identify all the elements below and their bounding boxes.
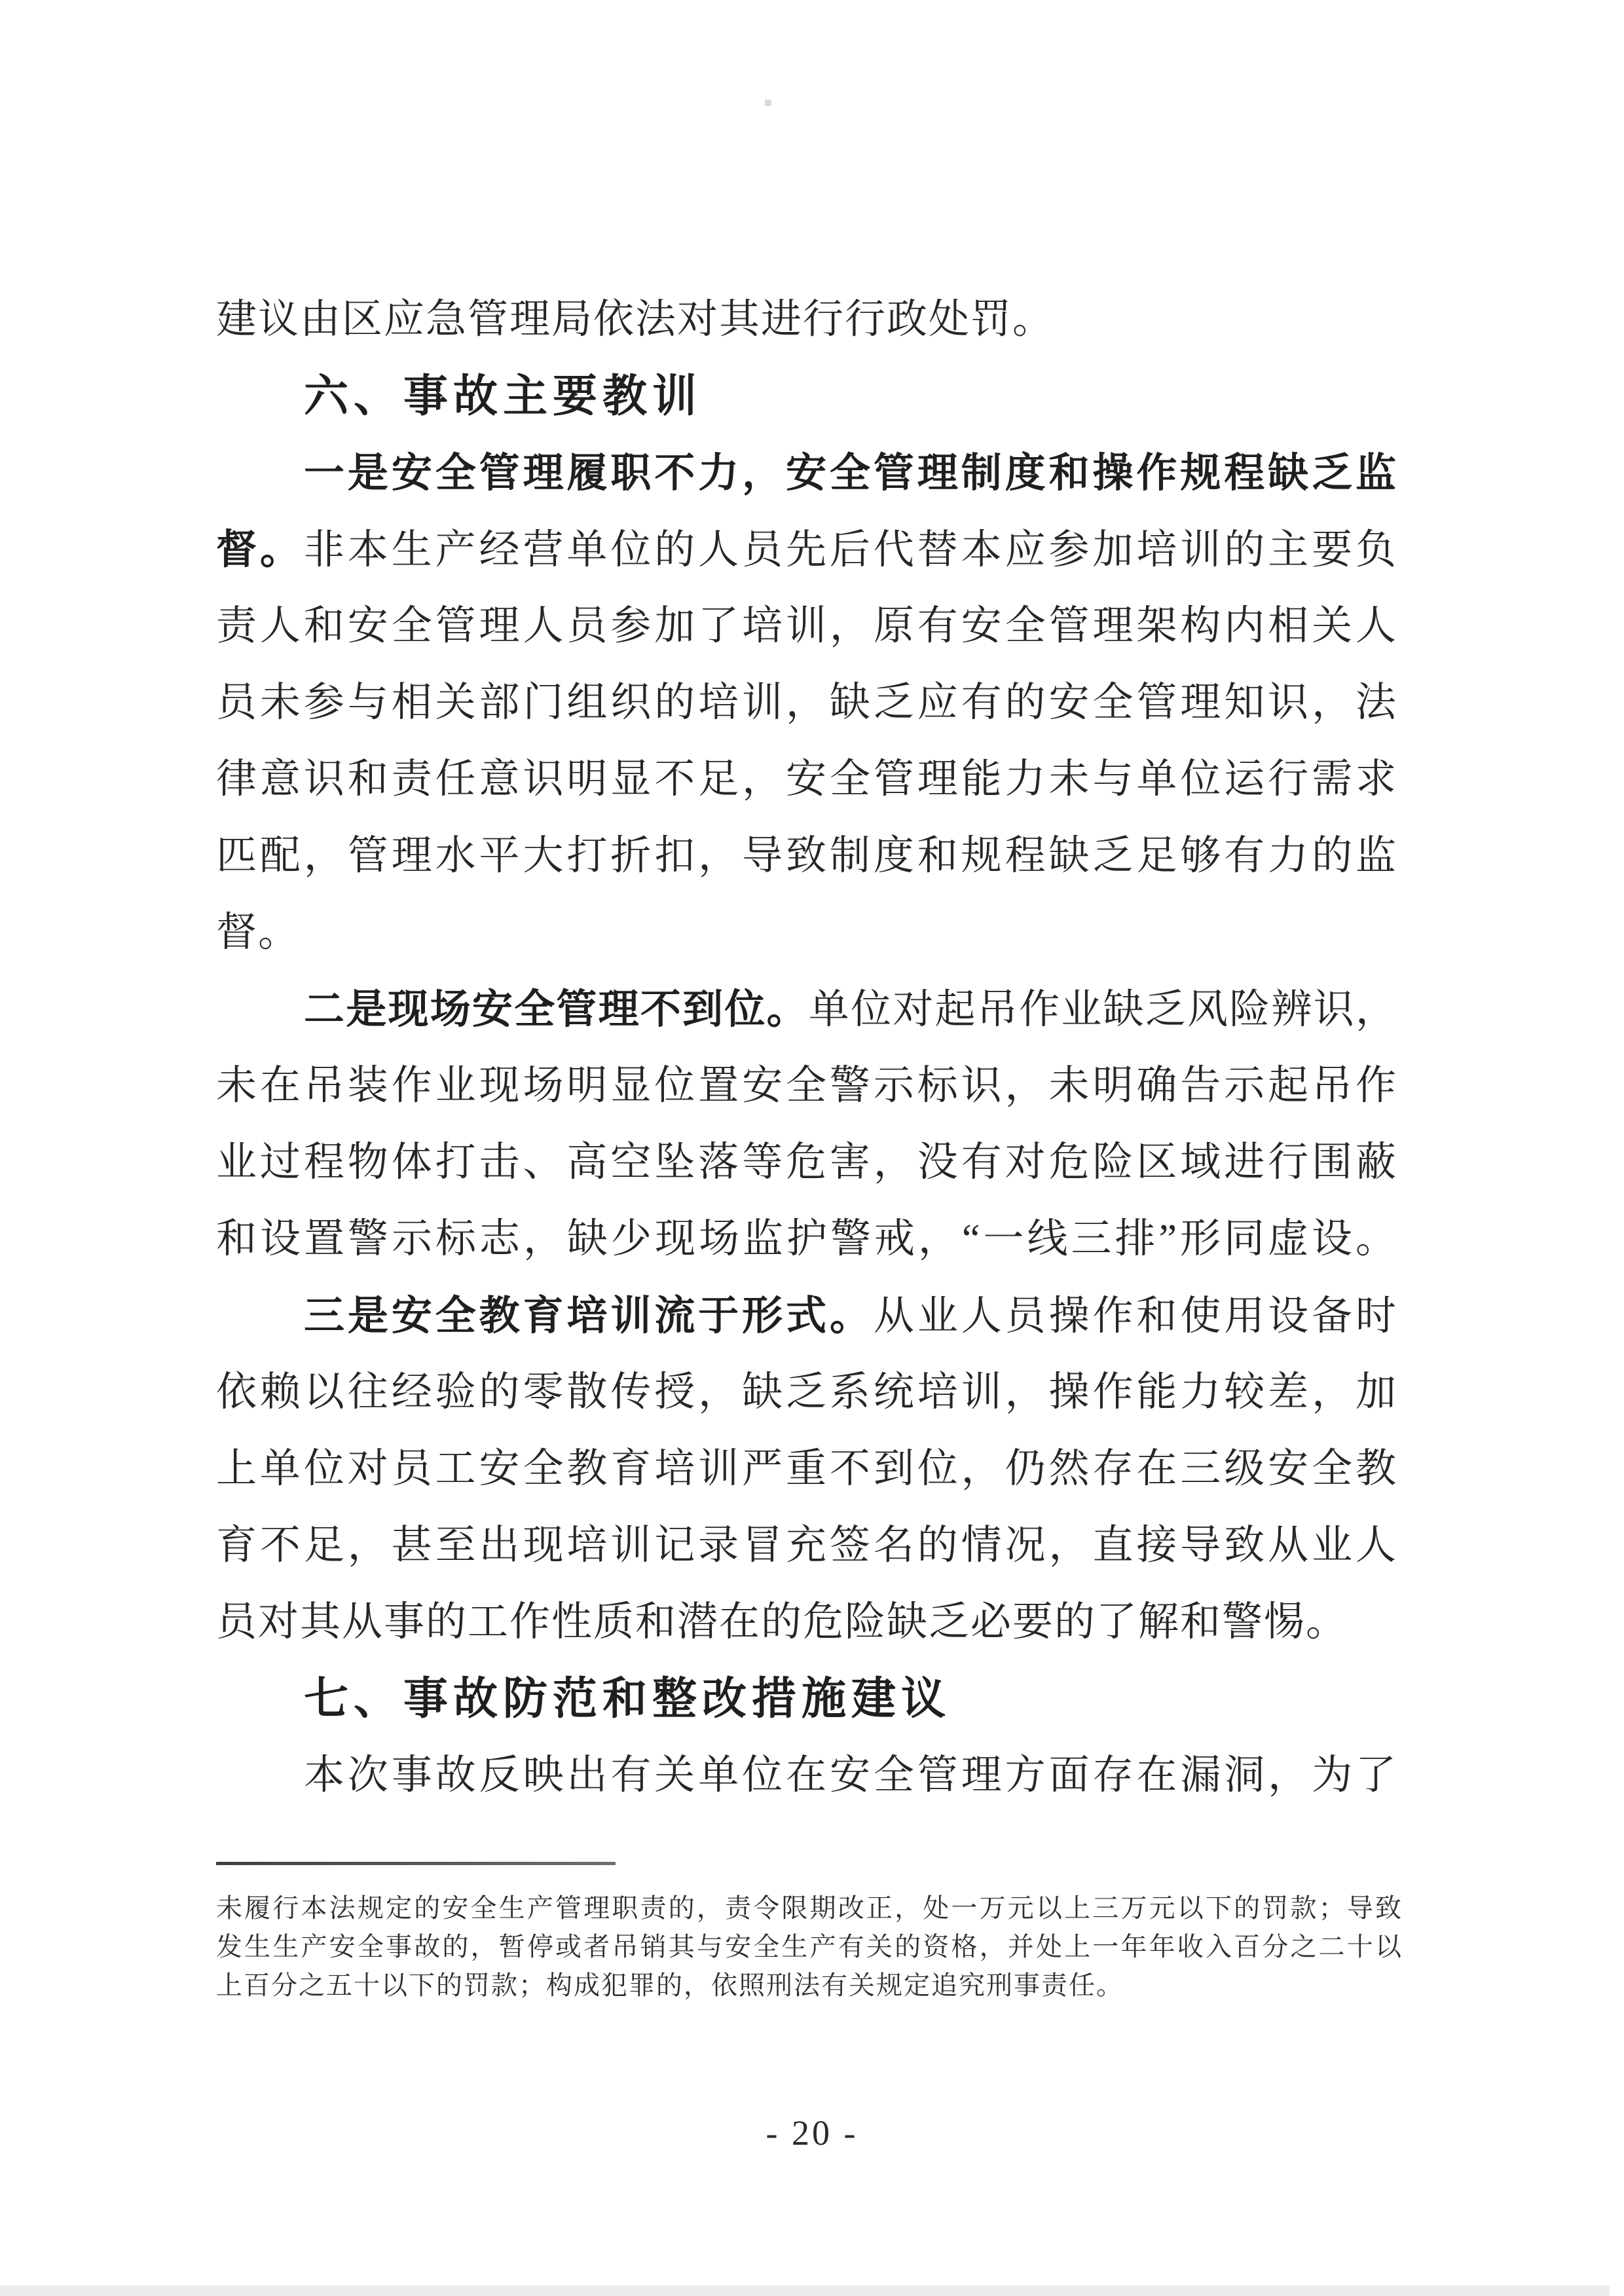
text-segment: 业过程物体打击、高空坠落等危害，没有对危险区域进行围蔽 <box>216 1140 1397 1185</box>
text-segment: 依赖以往经验的零散传授，缺乏系统培训，操作能力较差，加 <box>216 1370 1397 1415</box>
bold-text-segment: 督。 <box>216 527 304 572</box>
lesson-1-line <box>216 741 1397 818</box>
page-number: - 20 - <box>766 2113 858 2153</box>
lesson-3-line <box>216 1278 1397 1354</box>
text-segment: 和设置警示标志，缺少现场监护警戒，“一线三排”形同虚设。 <box>216 1217 1397 1261</box>
text-segment: 建议由区应急管理局依法对其进行行政处罚。 <box>216 297 1055 342</box>
footnote-line: 未履行本法规定的安全生产管理职责的，责令限期改正，处一万元以上三万元以下的罚款；导致 <box>216 1893 1403 1923</box>
text-segment: 上单位对员工安全教育培训严重不到位，仍然存在三级安全教 <box>216 1447 1397 1491</box>
text-segment: 本次事故反映出有关单位在安全管理方面存在漏洞，为了 <box>304 1753 1397 1798</box>
lesson-2-line <box>216 1124 1397 1201</box>
text-segment: 员对其从事的工作性质和潜在的危险缺乏必要的了解和警惕。 <box>216 1600 1348 1644</box>
lesson-1-line <box>216 818 1397 895</box>
lesson-2-line <box>216 1201 1397 1278</box>
bold-text-segment: 二是现场安全管理不到位。 <box>304 987 809 1032</box>
footnote-separator <box>216 1862 616 1865</box>
heading-section-7 <box>216 1661 1397 1737</box>
lesson-3-line <box>216 1584 1397 1661</box>
scan-edge <box>0 2286 1610 2296</box>
lesson-3-line <box>216 1354 1397 1431</box>
text-segment: 员未参与相关部门组织的培训，缺乏应有的安全管理知识，法 <box>216 680 1397 725</box>
text-segment: 育不足，甚至出现培训记录冒充签名的情况，直接导致从业人 <box>216 1523 1397 1568</box>
lesson-1-line <box>216 511 1397 588</box>
footnote-line: 发生生产安全事故的，暂停或者吊销其与安全生产有关的资格，并处上一年年收入百分之二十以 <box>216 1932 1403 1961</box>
bold-text-segment: 六、事故主要教训 <box>304 371 703 421</box>
lesson-1-line <box>216 588 1397 665</box>
text-segment: 单位对起吊作业缺乏风险辨识， <box>808 988 1397 1032</box>
footnote <box>216 1889 1403 2005</box>
lesson-1-line <box>216 435 1397 511</box>
text-segment: 律意识和责任意识明显不足，安全管理能力未与单位运行需求 <box>216 757 1397 802</box>
lesson-1-line <box>216 895 1397 971</box>
section-7-line <box>216 1737 1397 1814</box>
body-text <box>216 282 1397 1814</box>
text-segment: 责人和安全管理人员参加了培训，原有安全管理架构内相关人 <box>216 604 1397 648</box>
paragraph-tail-line <box>216 282 1397 358</box>
text-segment: 匹配，管理水平大打折扣，导致制度和规程缺乏足够有力的监 <box>216 834 1397 878</box>
text-segment: 从业人员操作和使用设备时 <box>873 1294 1397 1339</box>
heading-section-6 <box>216 358 1397 435</box>
text-segment: 督。 <box>216 910 301 955</box>
lesson-2-line <box>216 971 1397 1048</box>
bold-text-segment: 七、事故防范和整改措施建议 <box>304 1674 951 1724</box>
lesson-3-line <box>216 1431 1397 1508</box>
lesson-2-line <box>216 1048 1397 1124</box>
text-segment: 非本生产经营单位的人员先后代替本应参加培训的主要负 <box>303 528 1397 572</box>
text-segment: 未在吊装作业现场明显位置安全警示标识，未明确告示起吊作 <box>216 1064 1397 1108</box>
lesson-1-line <box>216 665 1397 741</box>
scan-speck <box>765 100 771 106</box>
bold-text-segment: 一是安全管理履职不力，安全管理制度和操作规程缺乏监 <box>304 451 1397 496</box>
bold-text-segment: 三是安全教育培训流于形式。 <box>304 1293 874 1339</box>
lesson-3-line <box>216 1508 1397 1584</box>
footnote-line: 上百分之五十以下的罚款；构成犯罪的，依照刑法有关规定追究刑事责任。 <box>216 1971 1124 2000</box>
